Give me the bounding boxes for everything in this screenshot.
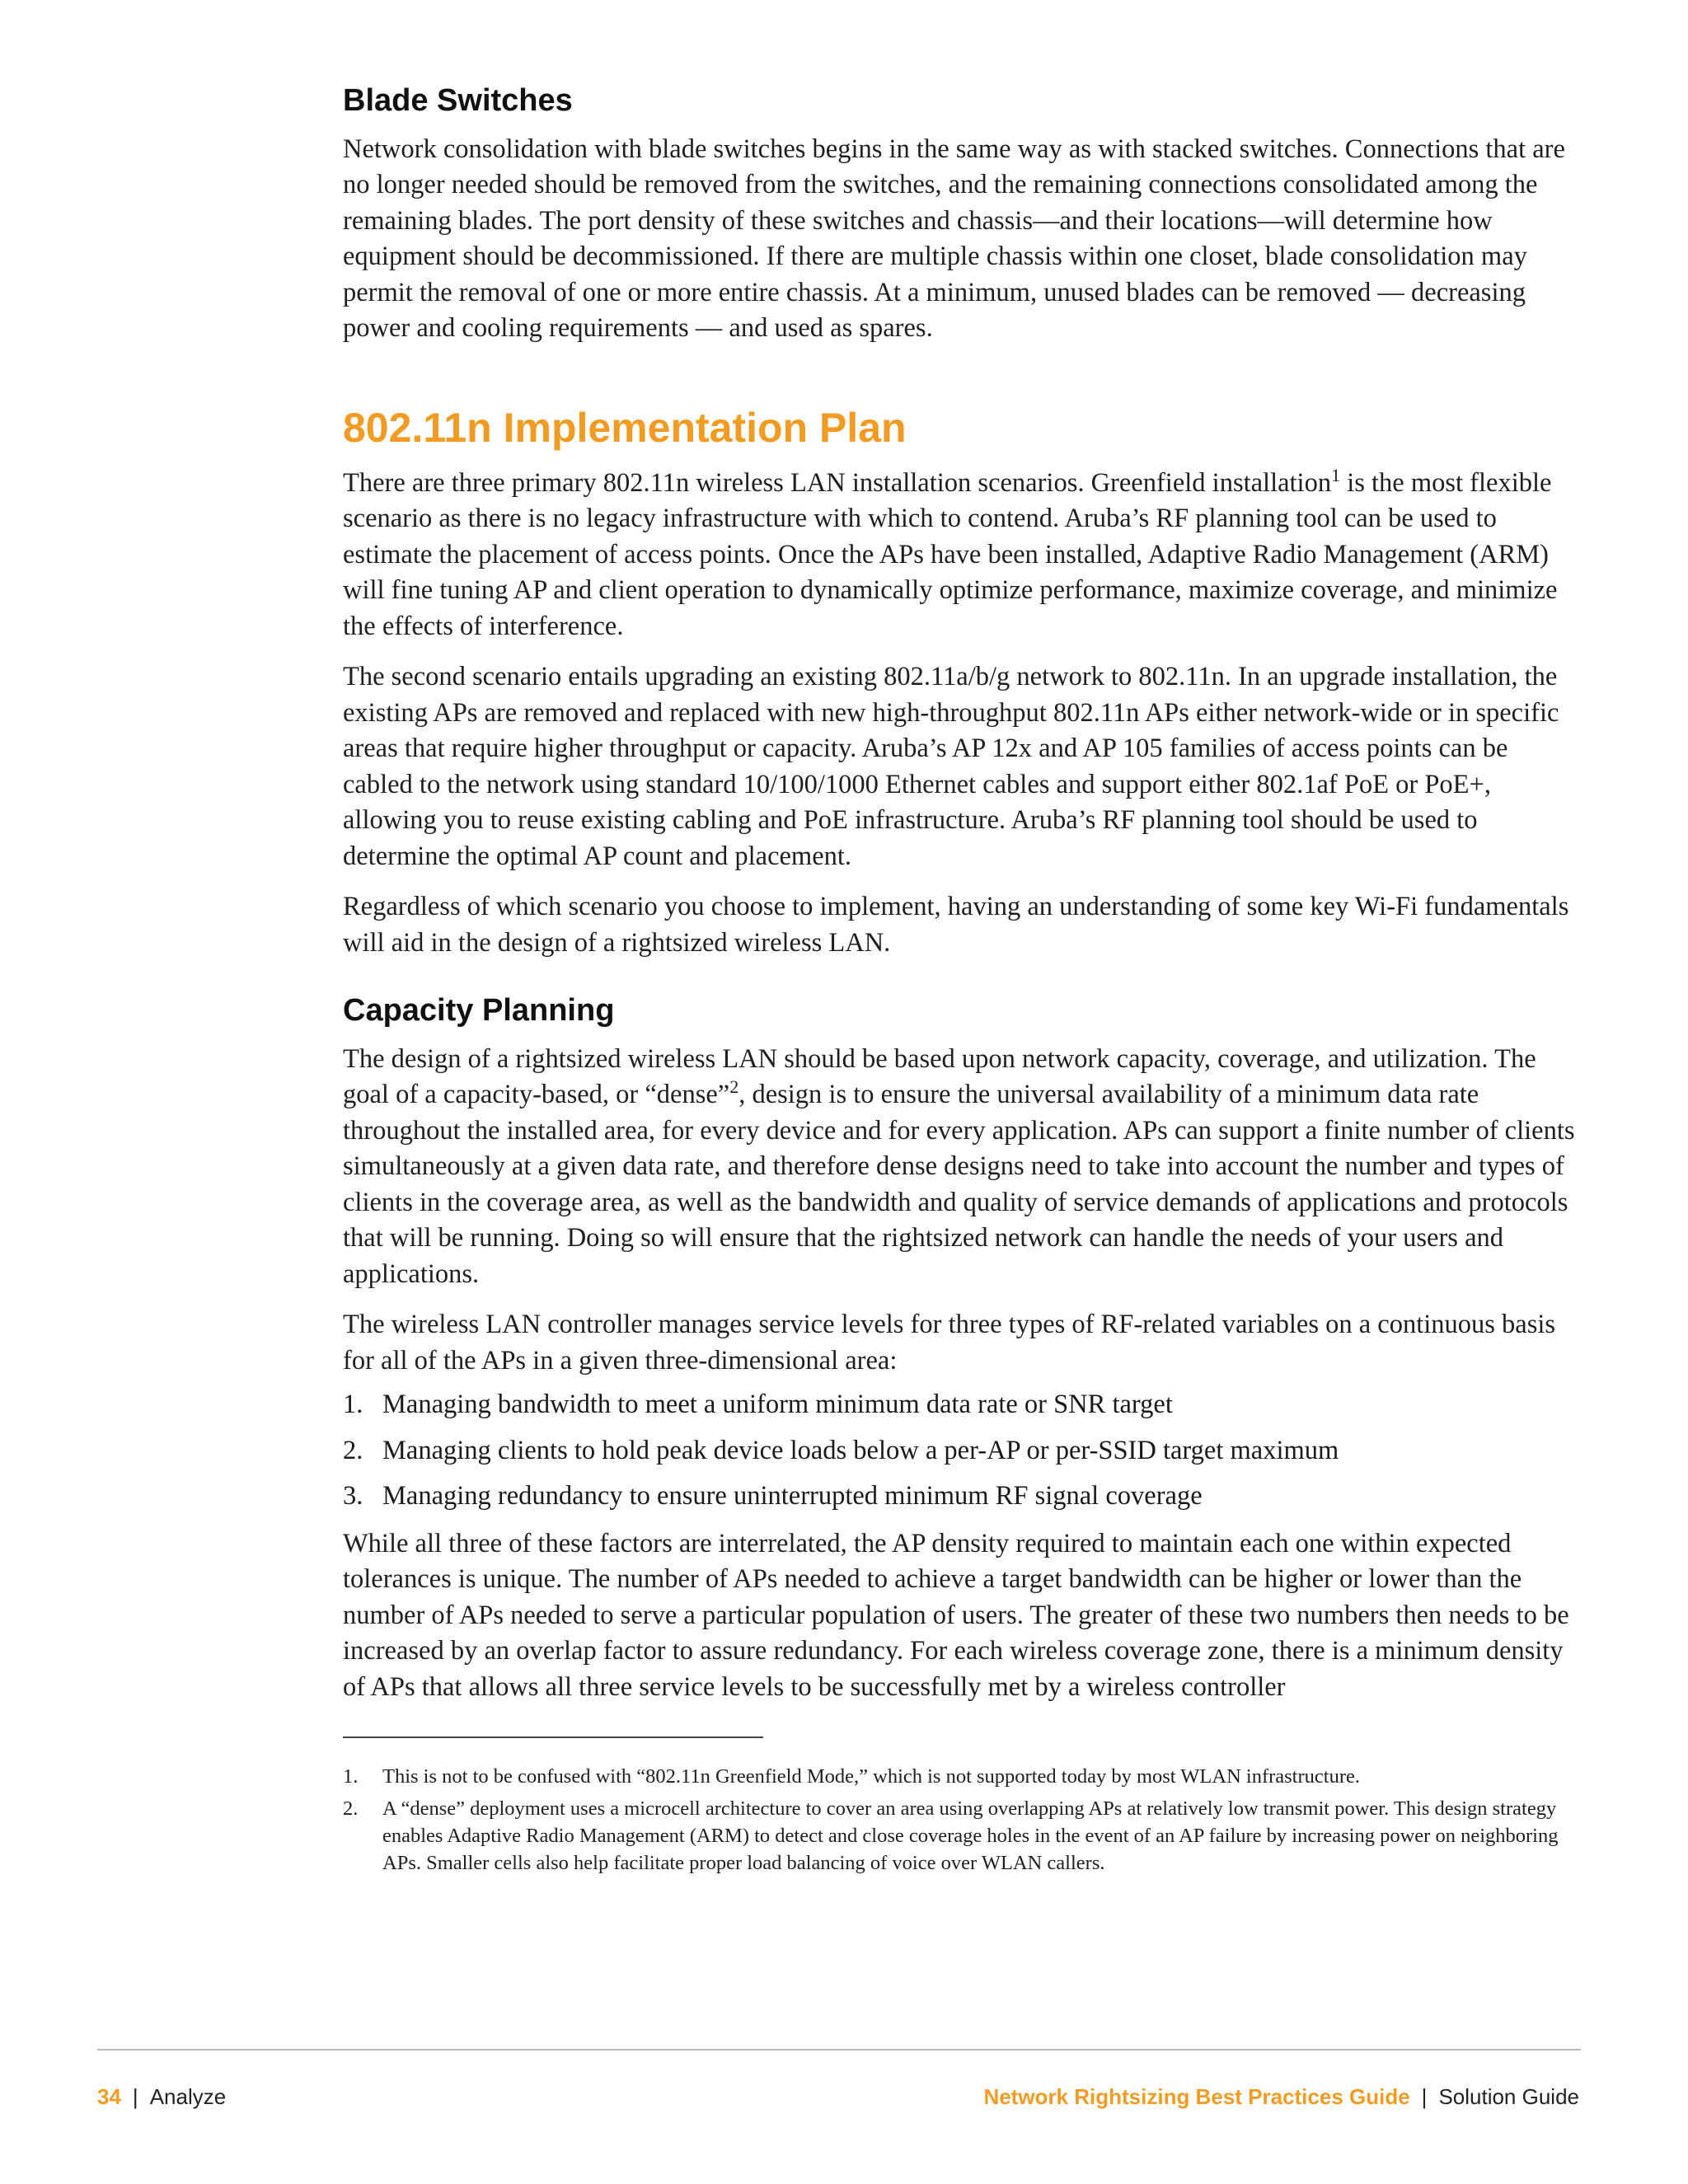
footnote-ref-1[interactable]: 1 — [1331, 464, 1341, 485]
footnote-2 — [343, 1795, 1579, 1877]
implementation-p1-text: There are three primary 802.11n wireless LAN installation scenarios. Greenfield installation — [343, 467, 1332, 498]
implementation-plan-heading: 802.11n Implementation Plan — [343, 404, 907, 451]
footnote-number: 2. — [343, 1797, 359, 1821]
capacity-paragraph-3: While all three of these factors are interrelated, the AP density required to maintain each one within expected tolerances is unique. The number of APs needed to achieve a target bandwidth can be higher or lower than the number of APs needed to serve a particular population of users. The greater of these two numbers then needs to be increased by an overlap factor to assure redundancy. For each wireless coverage zone, there is a minimum density of APs that allows all three service levels to be successfully met by a wireless controller — [343, 1528, 1569, 1702]
implementation-paragraph-3: Regardless of which scenario you choose to implement, having an understanding of some key Wi-Fi fundamentals will aid in the design of a rightsized wireless LAN. — [343, 892, 1569, 958]
list-item-text: Managing bandwidth to meet a uniform minimum data rate or SNR target — [382, 1390, 1173, 1420]
footer-left — [97, 2083, 226, 2110]
footnote-divider — [343, 1736, 763, 1738]
service-level-list — [343, 1387, 1579, 1515]
blade-switches-heading: Blade Switches — [343, 83, 573, 118]
list-item — [343, 1479, 1579, 1515]
list-item-number: 2. — [343, 1435, 363, 1465]
footnote-ref-2[interactable]: 2 — [729, 1076, 739, 1098]
footnote-number: 1. — [343, 1765, 359, 1788]
list-item — [343, 1387, 1579, 1423]
footer-right — [983, 2083, 1579, 2110]
guide-type: Solution Guide — [1438, 2084, 1579, 2109]
capacity-paragraph-2: The wireless LAN controller manages service levels for three types of RF-related variables on a continuous basis for all of the APs in a given three-dimensional area: — [343, 1310, 1556, 1376]
implementation-paragraph-2: The second scenario entails upgrading an existing 802.11a/b/g network to 802.11n. In an upgrade installation, the existing APs are removed and replaced with new high-throughput 802.11n APs either network-wide or in specific areas that require higher throughput or capacity. Aruba’s AP 12x and AP 105 families of access points can be cabled to the network using standard 10/100/1000 Ethernet cables and support either 802.1af PoE or PoE+, allowing you to reuse existing cabling and PoE infrastructure. Aruba’s RF planning tool should be used to determine the optimal AP count and placement. — [343, 662, 1559, 871]
list-item — [343, 1433, 1579, 1469]
capacity-p1-text: The design of a rightsized wireless LAN should be based upon network capacity, coverage, and utilization. The goal of a capacity-based, or “dense” — [343, 1043, 1536, 1110]
list-item-number: 3. — [343, 1481, 363, 1511]
list-item-text: Managing redundancy to ensure uninterrupted minimum RF signal coverage — [382, 1481, 1203, 1511]
footnote-text: This is not to be confused with “802.11n Greenfield Mode,” which is not supported today by most WLAN infrastructure. — [382, 1765, 1360, 1788]
page-content — [343, 82, 1579, 1882]
footnote-1 — [343, 1763, 1579, 1790]
capacity-planning-heading: Capacity Planning — [343, 993, 615, 1029]
list-item-number: 1. — [343, 1390, 363, 1420]
guide-title: Network Rightsizing Best Practices Guide — [983, 2084, 1410, 2109]
capacity-p1-text-cont: , design is to ensure the universal availability of a minimum data rate throughout the installed area, for every device and for every application. APs can support a finite number of clients simultaneously at a given data rate, and therefore dense designs need to take into account the number and types of clients in the coverage area, as well as the bandwidth and quality of service demands of applications and protocols that will be running. Doing so will ensure that the rightsized network can handle the needs of your users and applications. — [343, 1080, 1575, 1289]
capacity-paragraph-1 — [343, 1042, 1579, 1293]
footer-separator: | — [1421, 2084, 1428, 2109]
list-item-text: Managing clients to hold peak device loads below a per-AP or per-SSID target maximum — [382, 1435, 1339, 1465]
page-number: 34 — [97, 2084, 121, 2109]
footnote-text: A “dense” deployment uses a microcell architecture to cover an area using overlapping APs at relatively low transmit power. This design strategy enables Adaptive Radio Management (ARM) to detect and close coverage holes in the event of an AP failure by increasing power on neighboring APs. Smaller cells also help facilitate proper load balancing of voice over WLAN callers. — [382, 1797, 1559, 1875]
implementation-paragraph-1 — [343, 466, 1579, 645]
footer-divider — [97, 2049, 1581, 2050]
implementation-p1-text-cont: is the most flexible scenario as there is no legacy infrastructure with which to contend. Aruba’s RF planning tool can be used to estimate the placement of access points. Once the APs have been installed, Adaptive Radio Management (ARM) will fine tuning AP and client operation to dynamically optimize performance, maximize coverage, and minimize the effects of interference. — [343, 467, 1558, 641]
blade-switches-paragraph: Network consolidation with blade switches begins in the same way as with stacked switches. Connections that are no longer needed should be removed from the switches, and the remaining connections consolidated among the remaining blades. The port density of these switches and chassis—and their locations—will determine how equipment should be decommissioned. If there are multiple chassis within one closet, blade consolidation may permit the removal of one or more entire chassis. At a minimum, unused blades can be removed — decreasing power and cooling requirements — and used as spares. — [343, 134, 1565, 344]
footer-section: Analyze — [149, 2084, 227, 2109]
footer-separator: | — [132, 2084, 138, 2109]
